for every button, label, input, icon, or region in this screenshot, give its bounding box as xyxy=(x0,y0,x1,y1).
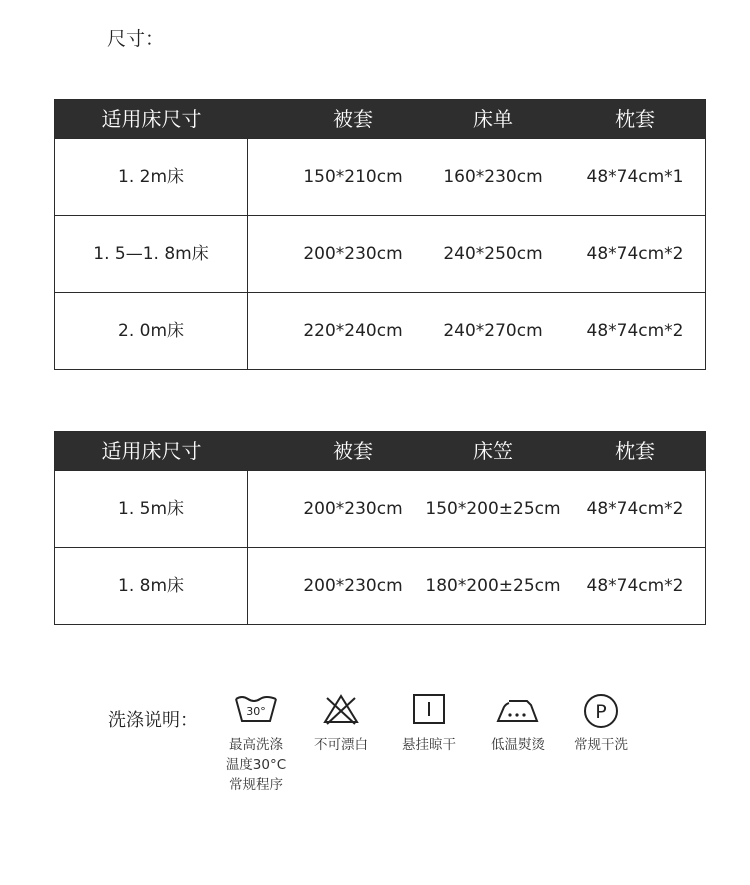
care-text-line: 不可漂白 xyxy=(314,737,368,753)
header-fitted-sheet: 床笠 xyxy=(473,439,513,463)
header-bed-size: 适用床尺寸 xyxy=(101,439,202,463)
cell-bed-size: 1. 5m床 xyxy=(55,471,248,547)
wash-temp-label: 30° xyxy=(246,705,266,718)
cell-pillowcase: 48*74cm*2 xyxy=(586,499,684,519)
header-bed-sheet: 床单 xyxy=(473,107,513,131)
cell-duvet-cover: 200*230cm xyxy=(303,576,403,596)
care-item-bleach xyxy=(301,693,381,755)
care-text-line: 常规程序 xyxy=(229,777,283,793)
cell-bed-size: 1. 2m床 xyxy=(55,139,248,215)
cell-duvet-cover: 220*240cm xyxy=(303,321,403,341)
care-item-iron xyxy=(478,693,558,755)
wash-30-icon xyxy=(233,693,279,725)
care-text-line: 最高洗涤 xyxy=(229,737,283,753)
cell-duvet-cover: 200*230cm xyxy=(303,499,403,519)
cell-fitted-sheet: 150*200±25cm xyxy=(425,499,561,519)
cell-bed-sheet: 240*250cm xyxy=(443,244,543,264)
cell-bed-size: 1. 8m床 xyxy=(55,548,248,624)
table-row xyxy=(55,292,705,369)
cell-pillowcase: 48*74cm*2 xyxy=(586,576,684,596)
care-item-dryclean xyxy=(561,693,641,755)
size-section-title: 尺寸： xyxy=(107,28,165,50)
size-table-sheet-set xyxy=(54,99,706,370)
cell-bed-size: 1. 5—1. 8m床 xyxy=(55,216,248,292)
care-item-wash xyxy=(216,693,296,795)
table-header xyxy=(55,100,705,138)
cell-duvet-cover: 150*210cm xyxy=(303,167,403,187)
care-text-line: 常规干洗 xyxy=(574,737,628,753)
header-pillowcase: 枕套 xyxy=(615,107,655,131)
care-text-line: 低温熨烫 xyxy=(491,737,545,753)
care-text-line: 悬挂晾干 xyxy=(402,737,456,753)
header-duvet-cover: 被套 xyxy=(333,439,373,463)
header-bed-size: 适用床尺寸 xyxy=(101,107,202,131)
do-not-bleach-icon xyxy=(318,693,364,725)
table-row xyxy=(55,547,705,624)
cell-bed-sheet: 240*270cm xyxy=(443,321,543,341)
table-row xyxy=(55,470,705,547)
dry-clean-p-icon xyxy=(578,693,624,729)
table-row xyxy=(55,138,705,215)
cell-pillowcase: 48*74cm*1 xyxy=(586,167,684,187)
size-table-fitted-set xyxy=(54,431,706,625)
cell-fitted-sheet: 180*200±25cm xyxy=(425,576,561,596)
table-header xyxy=(55,432,705,470)
cell-pillowcase: 48*74cm*2 xyxy=(586,321,684,341)
cell-duvet-cover: 200*230cm xyxy=(303,244,403,264)
care-item-dry xyxy=(389,693,469,755)
table-row xyxy=(55,215,705,292)
header-pillowcase: 枕套 xyxy=(615,439,655,463)
iron-low-icon xyxy=(495,693,541,725)
header-duvet-cover: 被套 xyxy=(333,107,373,131)
hang-dry-icon xyxy=(406,693,452,725)
cell-pillowcase: 48*74cm*2 xyxy=(586,244,684,264)
cell-bed-size: 2. 0m床 xyxy=(55,293,248,369)
wash-instructions-label: 洗涤说明： xyxy=(108,710,198,731)
cell-bed-sheet: 160*230cm xyxy=(443,167,543,187)
dry-clean-symbol: P xyxy=(595,701,607,723)
care-text-line: 温度30°C xyxy=(225,757,287,773)
